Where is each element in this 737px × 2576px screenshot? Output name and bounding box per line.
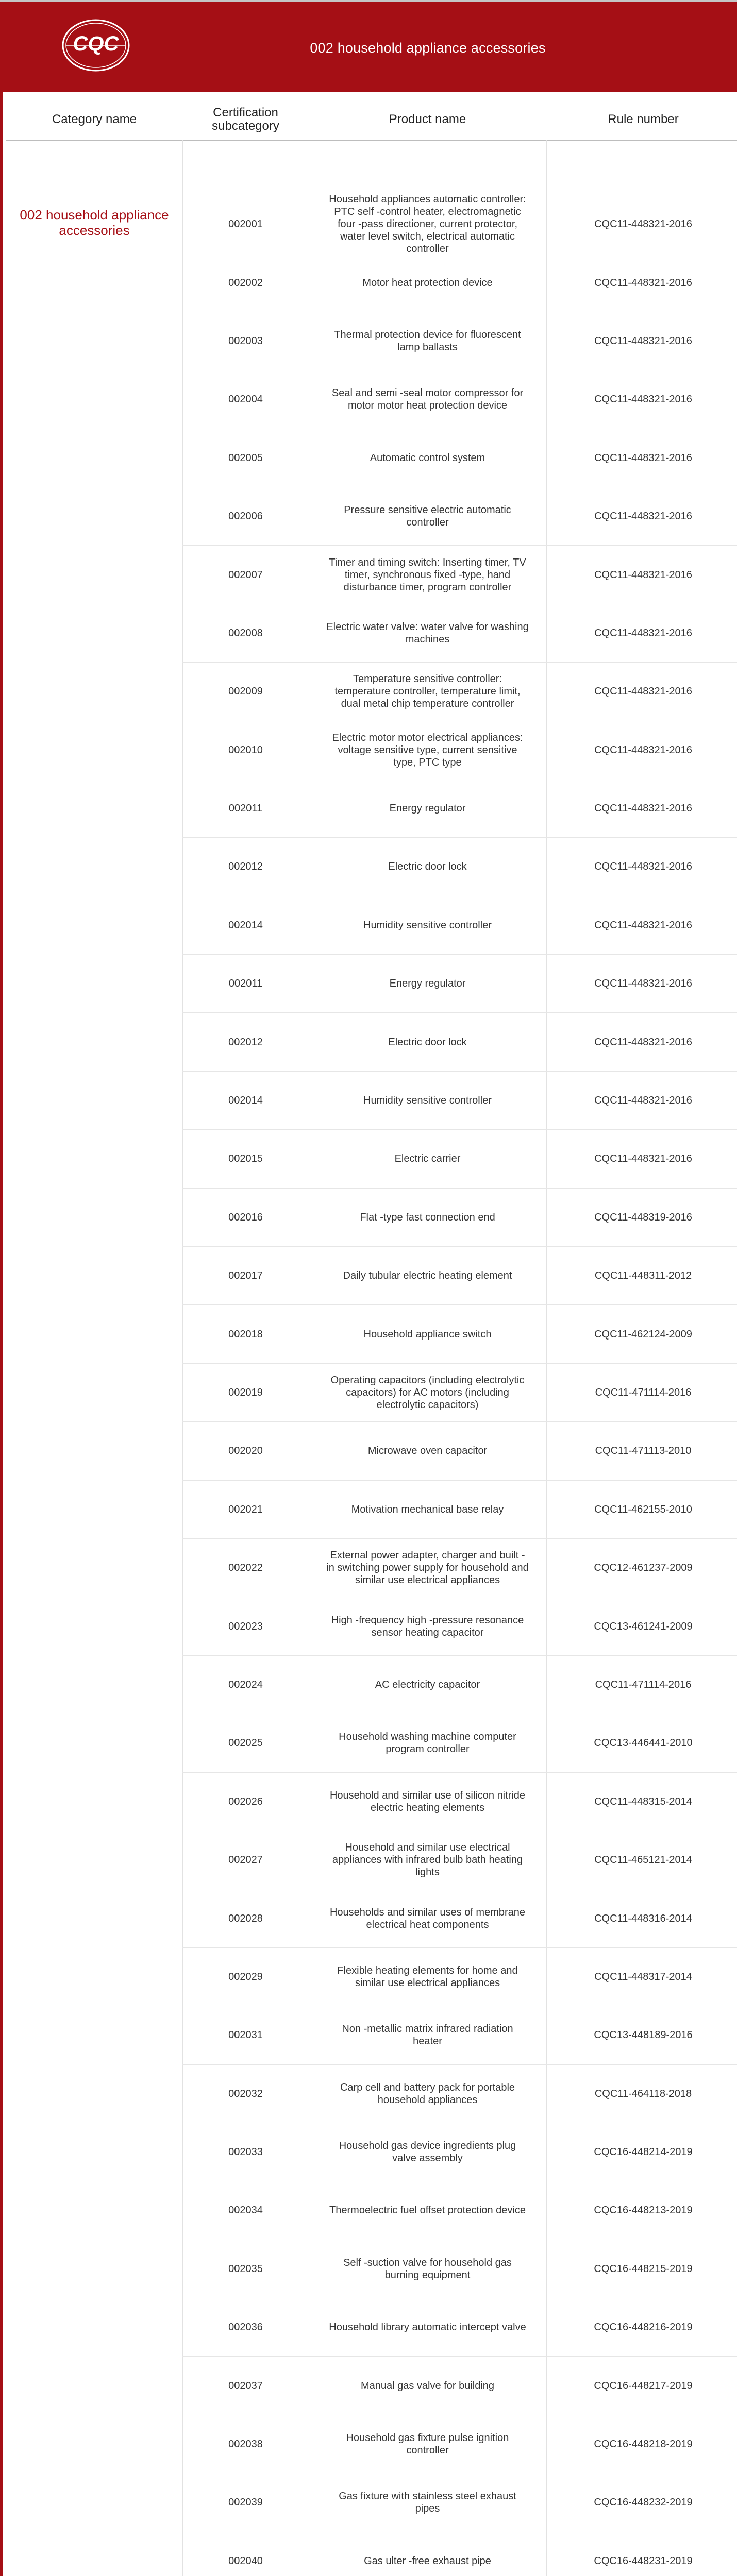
- subcategory-cell: 002040: [228, 2555, 263, 2567]
- subcategory-cell: 002015: [228, 1153, 263, 1165]
- product-name-cell: Household library automatic intercept valve: [329, 2321, 526, 2333]
- table-row: [182, 2006, 737, 2064]
- rule-number-cell: CQC11-448317-2014: [594, 1971, 692, 1982]
- table-row: [182, 1480, 737, 1538]
- product-name-cell: Motivation mechanical base relay: [351, 1503, 504, 1515]
- header-rule: Rule number: [608, 112, 679, 127]
- table-row: [182, 1538, 737, 1597]
- subcategory-cell: 002010: [228, 744, 263, 756]
- subcategory-cell: 002011: [228, 978, 263, 990]
- subcategory-cell: 002014: [228, 1095, 263, 1107]
- product-name-cell: Energy regulator: [389, 978, 466, 990]
- cqc-logo: [61, 16, 131, 74]
- rule-number-cell: CQC11-448321-2016: [594, 569, 692, 581]
- subcategory-cell: 002029: [228, 1971, 263, 1982]
- table-row: [182, 1363, 737, 1421]
- table-row: [182, 1889, 737, 1947]
- product-name-cell: Humidity sensitive controller: [363, 1095, 492, 1107]
- rule-number-cell: CQC11-464118-2018: [594, 2088, 692, 2099]
- table-row: [182, 1714, 737, 1772]
- rule-number-cell: CQC11-465121-2014: [594, 1854, 692, 1866]
- rule-number-cell: CQC16-448217-2019: [594, 2380, 693, 2392]
- table-row: [182, 779, 737, 837]
- product-name-cell: Daily tubular electric heating element: [343, 1270, 512, 1282]
- subcategory-cell: 002033: [228, 2146, 263, 2158]
- table-row: [182, 1655, 737, 1714]
- rule-number-cell: CQC11-448321-2016: [594, 277, 692, 289]
- table-row: [182, 721, 737, 779]
- rule-number-cell: CQC11-448321-2016: [594, 1153, 692, 1165]
- subcategory-cell: 002018: [228, 1328, 263, 1340]
- rule-number-cell: CQC16-448213-2019: [594, 2205, 693, 2216]
- table-row: [182, 195, 737, 253]
- subcategory-cell: 002003: [228, 335, 263, 347]
- table-row: [182, 1071, 737, 1129]
- product-name-cell: External power adapter, charger and built -in switching power supply for household and similar use electrical appliances: [326, 1550, 529, 1586]
- product-name-cell: Household appliances automatic controller: PTC self -control heater, electromagnetic four -pass directioner, current protector, water level switch, electrical automatic controller: [329, 193, 526, 255]
- subcategory-cell: 002005: [228, 452, 263, 464]
- subcategory-cell: 002037: [228, 2380, 263, 2392]
- table-row: [182, 954, 737, 1012]
- cqc-logo-text: CQC: [73, 32, 119, 55]
- subcategory-cell: 002022: [228, 1562, 263, 1574]
- rule-number-cell: CQC16-448232-2019: [594, 2497, 693, 2509]
- product-name-cell: Timer and timing switch: Inserting timer, TV timer, synchronous fixed -type, hand disturbance timer, program controller: [329, 556, 526, 593]
- product-name-cell: Household gas fixture pulse ignition controller: [346, 2432, 509, 2456]
- table-row: [182, 1188, 737, 1246]
- table-row: [182, 1421, 737, 1480]
- rule-number-cell: CQC11-448321-2016: [594, 744, 692, 756]
- subcategory-cell: 002038: [228, 2438, 263, 2450]
- rule-number-cell: CQC13-448189-2016: [594, 2029, 693, 2041]
- table-row: [182, 2064, 737, 2123]
- table-row: [182, 2356, 737, 2414]
- product-name-cell: Manual gas valve for building: [360, 2380, 495, 2392]
- header-banner: [0, 0, 737, 92]
- table-row: [182, 1012, 737, 1071]
- subcategory-cell: 002001: [228, 218, 263, 230]
- product-name-cell: Gas fixture with stainless steel exhaust pipes: [339, 2490, 516, 2515]
- rule-number-cell: CQC11-462124-2009: [594, 1328, 692, 1340]
- subcategory-cell: 002021: [228, 1503, 263, 1515]
- product-name-cell: Operating capacitors (including electrolytic capacitors) for AC motors (including electrolytic capacitors): [330, 1375, 525, 1411]
- subcategory-cell: 002008: [228, 627, 263, 639]
- product-name-cell: Temperature sensitive controller: temperature controller, temperature limit, dual metal chip temperature controller: [334, 673, 521, 710]
- subcategory-cell: 002032: [228, 2088, 263, 2099]
- subcategory-cell: 002006: [228, 511, 263, 522]
- product-name-cell: Household gas device ingredients plug valve assembly: [339, 2140, 516, 2164]
- subcategory-cell: 002036: [228, 2321, 263, 2333]
- rule-number-cell: CQC11-448321-2016: [594, 1095, 692, 1107]
- product-name-cell: Humidity sensitive controller: [363, 919, 492, 931]
- table-row: [182, 2415, 737, 2473]
- table-row: [182, 487, 737, 545]
- rule-number-cell: CQC11-448321-2016: [594, 686, 692, 698]
- product-name-cell: Households and similar uses of membrane electrical heat components: [329, 1906, 526, 1930]
- product-name-cell: Carp cell and battery pack for portable household appliances: [340, 2081, 515, 2106]
- product-name-cell: Electric water valve: water valve for washing machines: [326, 621, 529, 645]
- rule-number-cell: CQC16-448214-2019: [594, 2146, 693, 2158]
- table-row: [182, 662, 737, 720]
- rule-number-cell: CQC11-448315-2014: [594, 1795, 692, 1807]
- table-row: [182, 253, 737, 311]
- rule-number-cell: CQC11-448321-2016: [594, 218, 692, 230]
- product-name-cell: Pressure sensitive electric automatic controller: [344, 504, 511, 529]
- subcategory-cell: 002019: [228, 1387, 263, 1398]
- rule-number-cell: CQC11-448321-2016: [594, 452, 692, 464]
- header-subcategory: Certification subcategory: [212, 106, 279, 133]
- product-name-cell: Household and similar use of silicon nitride electric heating elements: [329, 1789, 526, 1814]
- header-category: Category name: [52, 112, 137, 127]
- table-row: [182, 1304, 737, 1363]
- product-name-cell: Household appliance switch: [363, 1328, 492, 1340]
- subcategory-cell: 002027: [228, 1854, 263, 1866]
- table-row: [182, 896, 737, 954]
- product-name-cell: Flexible heating elements for home and similar use electrical appliances: [337, 1964, 518, 1989]
- certification-table: [0, 92, 737, 2576]
- rule-number-cell: CQC11-462155-2010: [594, 1503, 692, 1515]
- product-name-cell: Electric door lock: [388, 861, 467, 873]
- table-row: [182, 1947, 737, 2006]
- subcategory-cell: 002016: [228, 1211, 263, 1223]
- table-row: [182, 2240, 737, 2298]
- subcategory-cell: 002035: [228, 2263, 263, 2275]
- table-row: [182, 370, 737, 428]
- rule-number-cell: CQC11-448321-2016: [594, 394, 692, 405]
- subcategory-cell: 002012: [228, 861, 263, 873]
- subcategory-cell: 002028: [228, 1912, 263, 1924]
- product-name-cell: Household washing machine computer program controller: [339, 1731, 516, 1755]
- subcategory-cell: 002009: [228, 686, 263, 698]
- rule-number-cell: CQC16-448215-2019: [594, 2263, 693, 2275]
- rule-number-cell: CQC11-448321-2016: [594, 861, 692, 873]
- rule-number-cell: CQC11-471114-2016: [595, 1387, 692, 1398]
- rule-number-cell: CQC13-446441-2010: [594, 1737, 693, 1749]
- subcategory-cell: 002025: [228, 1737, 263, 1749]
- rule-number-cell: CQC16-448216-2019: [594, 2321, 693, 2333]
- product-name-cell: Electric motor motor electrical appliances: voltage sensitive type, current sensitive type, PTC type: [332, 732, 523, 768]
- category-name: 002 household appliance accessories: [20, 207, 169, 238]
- product-name-cell: Electric door lock: [388, 1036, 467, 1048]
- subcategory-cell: 002004: [228, 394, 263, 405]
- product-name-cell: Motor heat protection device: [362, 277, 493, 289]
- product-name-cell: Seal and semi -seal motor compressor for motor motor heat protection device: [331, 387, 524, 412]
- subcategory-cell: 002017: [228, 1270, 263, 1282]
- product-name-cell: Thermal protection device for fluorescent lamp ballasts: [334, 329, 521, 353]
- product-name-cell: Household and similar use electrical appliances with infrared bulb bath heating lights: [332, 1842, 523, 1878]
- header-product: Product name: [389, 112, 466, 127]
- rule-number-cell: CQC12-461237-2009: [594, 1562, 693, 1574]
- product-name-cell: Electric carrier: [394, 1153, 461, 1165]
- subcategory-cell: 002020: [228, 1445, 263, 1457]
- table-row: [182, 1246, 737, 1304]
- category-cell: [6, 141, 182, 2576]
- page-title: 002 household appliance accessories: [310, 40, 546, 56]
- product-name-cell: Flat -type fast connection end: [360, 1211, 495, 1223]
- rule-number-cell: CQC11-448321-2016: [594, 511, 692, 522]
- table-row: [182, 837, 737, 895]
- subcategory-cell: 002014: [228, 919, 263, 931]
- table-row: [182, 545, 737, 603]
- rule-number-cell: CQC11-448321-2016: [594, 803, 692, 815]
- rule-number-cell: CQC11-448316-2014: [594, 1912, 692, 1924]
- product-name-cell: Non -metallic matrix infrared radiation heater: [342, 2023, 513, 2047]
- table-row: [182, 312, 737, 370]
- table-row: [182, 1129, 737, 1188]
- table-row: [182, 2473, 737, 2531]
- table-row: [182, 1597, 737, 1655]
- table-row: [182, 429, 737, 487]
- table-row: [182, 604, 737, 662]
- rule-number-cell: CQC13-461241-2009: [594, 1620, 693, 1632]
- product-name-cell: Thermoelectric fuel offset protection device: [329, 2205, 526, 2216]
- subcategory-cell: 002039: [228, 2497, 263, 2509]
- product-name-cell: High -frequency high -pressure resonance sensor heating capacitor: [331, 1614, 524, 1638]
- subcategory-cell: 002034: [228, 2205, 263, 2216]
- table-row: [182, 1831, 737, 1889]
- subcategory-cell: 002007: [228, 569, 263, 581]
- product-name-cell: Energy regulator: [389, 803, 466, 815]
- subcategory-cell: 002023: [228, 1620, 263, 1632]
- rule-number-cell: CQC11-448321-2016: [594, 919, 692, 931]
- product-name-cell: Gas ulter -free exhaust pipe: [364, 2555, 491, 2567]
- table-body: [182, 195, 737, 2576]
- rule-number-cell: CQC11-448321-2016: [594, 978, 692, 990]
- rule-number-cell: CQC11-448321-2016: [594, 627, 692, 639]
- subcategory-cell: 002011: [228, 803, 263, 815]
- product-name-cell: Microwave oven capacitor: [367, 1445, 488, 1457]
- table-row: [182, 2298, 737, 2356]
- product-name-cell: Automatic control system: [370, 452, 485, 464]
- subcategory-cell: 002012: [228, 1036, 263, 1048]
- rule-number-cell: CQC11-448321-2016: [594, 335, 692, 347]
- table-row: [182, 2123, 737, 2181]
- product-name-cell: Self -suction valve for household gas burning equipment: [343, 2257, 512, 2281]
- rule-number-cell: CQC16-448218-2019: [594, 2438, 693, 2450]
- subcategory-cell: 002031: [228, 2029, 263, 2041]
- subcategory-cell: 002002: [228, 277, 263, 289]
- table-row: [182, 2181, 737, 2239]
- subcategory-cell: 002026: [228, 1795, 263, 1807]
- rule-number-cell: CQC11-448311-2012: [594, 1270, 692, 1282]
- subcategory-cell: 002024: [228, 1679, 263, 1690]
- table-row: [182, 1772, 737, 1831]
- rule-number-cell: CQC11-448319-2016: [594, 1211, 692, 1223]
- table-row: [182, 2532, 737, 2576]
- product-name-cell: AC electricity capacitor: [375, 1679, 480, 1690]
- rule-number-cell: CQC11-448321-2016: [594, 1036, 692, 1048]
- rule-number-cell: CQC11-471114-2016: [595, 1679, 692, 1690]
- rule-number-cell: CQC16-448231-2019: [594, 2555, 693, 2567]
- rule-number-cell: CQC11-471113-2010: [595, 1445, 692, 1457]
